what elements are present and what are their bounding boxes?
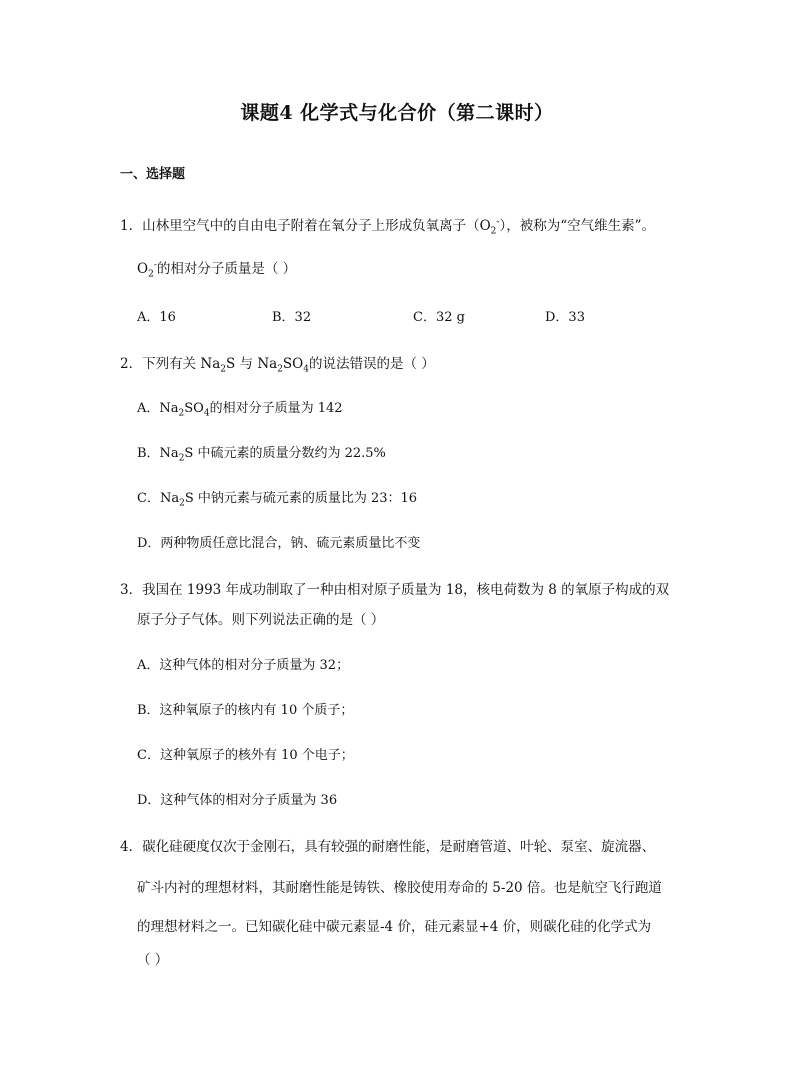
question-3-option-d: D．这种气体的相对分子质量为 36 xyxy=(137,793,338,808)
question-number: 4． xyxy=(120,839,143,855)
question-2-stem: 2．下列有关 $Na_2S$ 与 $Na_2SO_4$的说法错误的是（ ） xyxy=(120,356,435,375)
question-1-option-a: A．16 xyxy=(137,310,176,325)
question-2-option-d: D．两种物质任意比混合，钠、硫元素质量比不变 xyxy=(137,536,421,551)
section-heading: 一、选择题 xyxy=(120,167,186,182)
question-3-line-1: 3．我国在 1993 年成功制取了一种由相对原子质量为 18，核电荷数为 8 的氧原子构成的双 xyxy=(120,582,670,598)
question-1-line-1: 1．山林里空气中的自由电子附着在氧分子上形成负氧离子$(O_2^-)$，被称为“空气维生素”。 xyxy=(120,217,656,237)
question-number: 1． xyxy=(120,218,143,234)
question-3-option-a: A．这种气体的相对分子质量为 32； xyxy=(137,658,350,673)
question-1-line-2: $O_2^-$的相对分子质量是（ ） xyxy=(137,260,297,280)
question-4-line-2: 矿斗内衬的理想材料，其耐磨性能是铸铁、橡胶使用寿命的 5-20 倍。也是航空飞行跑道 xyxy=(137,880,662,896)
question-2-option-b: B．$Na_2S$ 中硫元素的质量分数约为 22.5% xyxy=(137,446,386,464)
question-2-option-a: A．$Na_2SO_4$的相对分子质量为 142 xyxy=(137,401,343,419)
page-title: 课题4 化学式与化合价（第二课时） xyxy=(240,102,554,124)
question-2-option-c: C．$Na_2S$ 中钠元素与硫元素的质量比为 23：16 xyxy=(137,491,418,509)
question-4-line-3: 的理想材料之一。已知碳化硅中碳元素显-4 价，硅元素显+4 价，则碳化硅的化学式为 xyxy=(137,919,652,935)
question-4-line-4: （ ） xyxy=(137,952,169,968)
question-3-option-c: C．这种氧原子的核外有 10 个电子； xyxy=(137,748,354,763)
question-1-option-c: C．32 g xyxy=(413,310,465,325)
question-4-line-1: 4．碳化硅硬度仅次于金刚石，具有较强的耐磨性能，是耐磨管道、叶轮、泵室、旋流器、 xyxy=(120,839,656,855)
question-3-option-b: B．这种氧原子的核内有 10 个质子； xyxy=(137,703,354,718)
question-number: 3． xyxy=(120,582,143,598)
question-3-line-2: 原子分子气体。则下列说法正确的是（ ） xyxy=(137,612,385,628)
question-1-option-b: B．32 xyxy=(272,310,312,325)
question-1-option-d: D．33 xyxy=(545,310,585,325)
question-number: 2． xyxy=(120,356,143,372)
